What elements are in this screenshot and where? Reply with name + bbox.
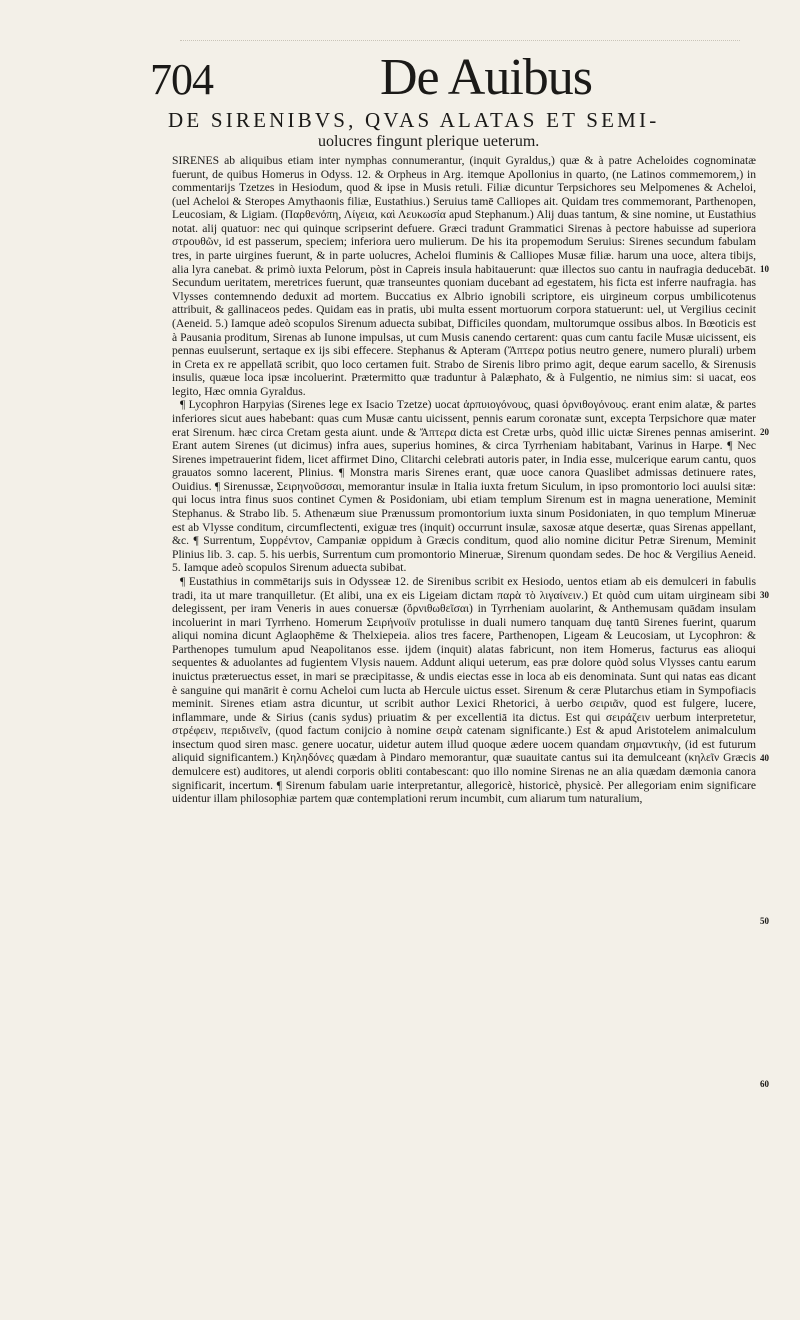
margin-line-number: 60: [760, 1079, 769, 1089]
margin-line-number: 30: [760, 590, 769, 600]
page-number: 704: [150, 55, 213, 104]
page-header: [150, 49, 750, 112]
section-subheading: uolucres fingunt plerique ueterum.: [318, 133, 540, 150]
running-head: De Auibus: [380, 49, 592, 106]
body-text: [172, 154, 756, 806]
margin-line-number: 50: [760, 916, 769, 926]
section-heading: DE SIRENIBVS, QVAS ALATAS ET SEMI-: [168, 108, 660, 132]
margin-line-number: 10: [760, 264, 769, 274]
paragraph: SIRENES ab aliquibus etiam inter nymphas connumerantur, (inquit Gyraldus,) quæ & à patre Acheloides cognominatæ fuerunt, de quibus Homerus in Odyss. 12. & Orpheus in Arg. itemque Apollonius in quarto, (ne Latinos commemorem,) in commentarijs Tzetzes in Hesiodum, quod & ipse in Musis retuli. Filiæ dicuntur Terpsichores seu Melpomenes & Acheloi, (uel Acheloi & Steropes Amythaonis filiæ, Eustathius.) Seruius tamē Calliopes ait. Quidam tres commemorant, Parthenopen, Leucosiam, & Ligiam. (Παρθενόπη, Λίγεια, καὶ Λευκωσία apud Stephanum.) Alij duas tantum, & sine nomine, ut Eustathius notat. alij quatuor: nec qui quinque scripserint defuere. Græci tradunt Grammatici Sirenas à pectore habuisse ad superiora στρουθῶν, id est passerum, speciem; inferiora uero mulierum. De his ita propemodum Seruius: Sirenes secundum fabulam tres, in parte uirgines fuerunt, & in parte uolucres, Acheloi fluminis & Calliopes Musæ filiæ. harum una uoce, altera tibijs, alia lyra canebat. & primò iuxta Pelorum, pòst in Capreis insula habitauerunt: quæ illectos suo cantu in naufragia deducebāt. Secundum ueritatem, meretrices fuerunt, quæ transeuntes quoniam ducebant ad egestatem, his ficta est inferre naufragia. has Vlysses contemnendo deduxit ad mortem. Buccatius ex Albrio ignobili scriptore, eis uirgineum corpus umbilicotenus attribuit, & gallinaceos pedes. Quidam eas in pratis, ubi multa essent mortuorum corpora statuerunt: uel, ut Vergilius cecinit (Aeneid. 5.) Iamque adeò scopulos Sirenum aduecta subibat, Difficiles quondam, multorumque ossibus albos. In Bœoticis est à Pausania proditum, Sirenas ab Iunone impulsas, ut cum Musis canendo certarent: quas cum cantu facile Musæ uicissent, eis pennas euulserunt, sertaque ex ijs sibi effecere. Stephanus & Apteram (Ἄπτερα potius neutro genere, numero plurali) urbem in Creta ex re appellatā scribit, quo loco certamen fuit. Strabo de Sirenis libro primo agit, deque earum sacello, & Sirenusis insulis, quæue loca ipsæ incoluerint. Prætermitto quæ traduntur à Palæphato, & à Fulgentio, ne nimius sim: si uacat, eos legito, Hæc omnia Gyraldus.: [172, 154, 756, 398]
bleed-through-line: [180, 40, 740, 42]
paragraph: ¶ Lycophron Harpyias (Sirenes lege ex Isacio Tzetze) uocat ἀρπυιογόνους, quasi ὀρνιθογόνους. erant enim alatæ, & partes inferiores sicut aues habebant: quas cum Musæ cantu uicissent, pennis earum coronatæ sunt, excepta Terpsichore quæ mater erat Sirenum. hæc circa Cretam gesta aiunt. unde & Ἄπτερα dicta est Cretæ urbs, quòd illic uictæ Sirenes pennas amiserint. Erant autem Sirenes (ut dicimus) infra aues, superius homines, & circa Tyrrheniam habitabant, Varinus in Harpe. ¶ Nec Sirenes impetrauerint fidem, licet affirmet Dino, Clitarchi celebrati autoris pater, in India esse, mulcerique earum cantu, quos grauatos somno lacerent, Plinius. ¶ Monstra maris Sirenes erant, quæ uoce canora Quaslibet admissas detinuere rates, Ouidius. ¶ Sirenussæ, Σειρηνοῦσσαι, memorantur insulæ in Italia iuxta fretum Siculum, in ipso promontorio loci auulsi sitæ: qui locus intra finus suos continet Cymen & Posidoniam, ubi etiam templum Sirenum est in magna ueneratione, Meminit Stephanus. & Strabo lib. 5. Athenæum siue Prænussum promontorium iuxta sinum Posidoniaten, in quo templum Mineruæ est ab Vlysse conditum, circumflectenti, exiguæ tres (inquit) occurrunt insulæ, saxosæ atque desertæ, quas Sirenas appellant, &c. ¶ Surrentum, Συρρέντον, Campaniæ oppidum à Græcis conditum, quod alio nomine dicitur Petræ Sirenum, Meminit Plinius lib. 3. cap. 5. his uerbis, Surrentum cum promontorio Mineruæ, Sirenum quondam sedes. De hoc & Vergilius Aeneid. 5. Iamque adeò scopulos Sirenum aduecta subibat.: [172, 398, 756, 575]
paragraph: ¶ Eustathius in commētarijs suis in Odysseæ 12. de Sirenibus scribit ex Hesiodo, uentos etiam ab eis demulceri in fabulis tradi, ita ut mare tranquilletur. (Et alibi, una ex eis Ligeiam dictam παρὰ τὸ λιγαίνειν.) Et quòd cum uitam uirgineam sibi delegissent, per iram Veneris in aues conuersæ (ὄρνιθωθεῖσαι) in Tyrrheniam auolarint, & Anthemusam quādam insulam incoluerint in mari Tyrrheno. Homerum Σειρήνοιϊν protulisse in duali numero tanquam duę tantū Sirenes fuerint, quarum aliqui nomina dicunt Aglaophēme & Thelxiepeia. alios tres facere, Parthenopen, Ligeam & Leucosiam, ut Lycophron: & Parthenopes tumulum apud Neapolitanos esse. ijdem (inquit) alatas fabricunt, non item Homerus, facturus eas alioqui sequentes & aduolantes ad fugientem Vlysis nauem. Addunt aliqui ueterum, eas præ dolore quòd solus Vlysses cantu earum inuictus præteruectus esset, in mari se præcipitasse, & undis eiectas esse in loca ab eis denominata. Sunt qui natas eas dicant è sanguine qui manārit è cornu Acheloi cum lucta ab Hercule uictus esset. Sirenum & ceræ Plutarchus etiam in Sympofiacis meminit. Sirenes etiam astra dicuntur, ut scribit author Lexici Rhetorici, à uerbo σειριᾶν, quod est fulgere, lucere, inflammare, unde & Sirius (canis sydus) priuatim & per excellentiā ita dictus. Est qui σειράζειν uerbum interpretetur, στρέφειν, περιδινεῖν, (quod factum conijcio à nomine σειρὰ catenam significante.) Est & apud Aristotelem animalculum insectum quod siren masc. genere uocatur, uidetur autem illud quoque ædere uocem quandam σημαντικὴν, (id est futurum aliquid significantem.) Κηληδόνες quædam à Pindaro memorantur, quæ suauitate cantus sui ita demulceant (κηλεῖν Græcis demulcere est) auditores, ut alendi corporis obliti contabescant: quo illo nomine Sirenas ne an alia quædam dæmonia canora significarit, incertum. ¶ Sirenum fabulam uarie interpretantur, allegoricè, historicè, physicè. Per allegoriam enim significare uidentur illam philosophiæ partem quæ contemplationi rerum incumbit, cum aliarum tum naturalium,: [172, 574, 756, 806]
margin-line-number: 20: [760, 427, 769, 437]
margin-line-number: 40: [760, 753, 769, 763]
